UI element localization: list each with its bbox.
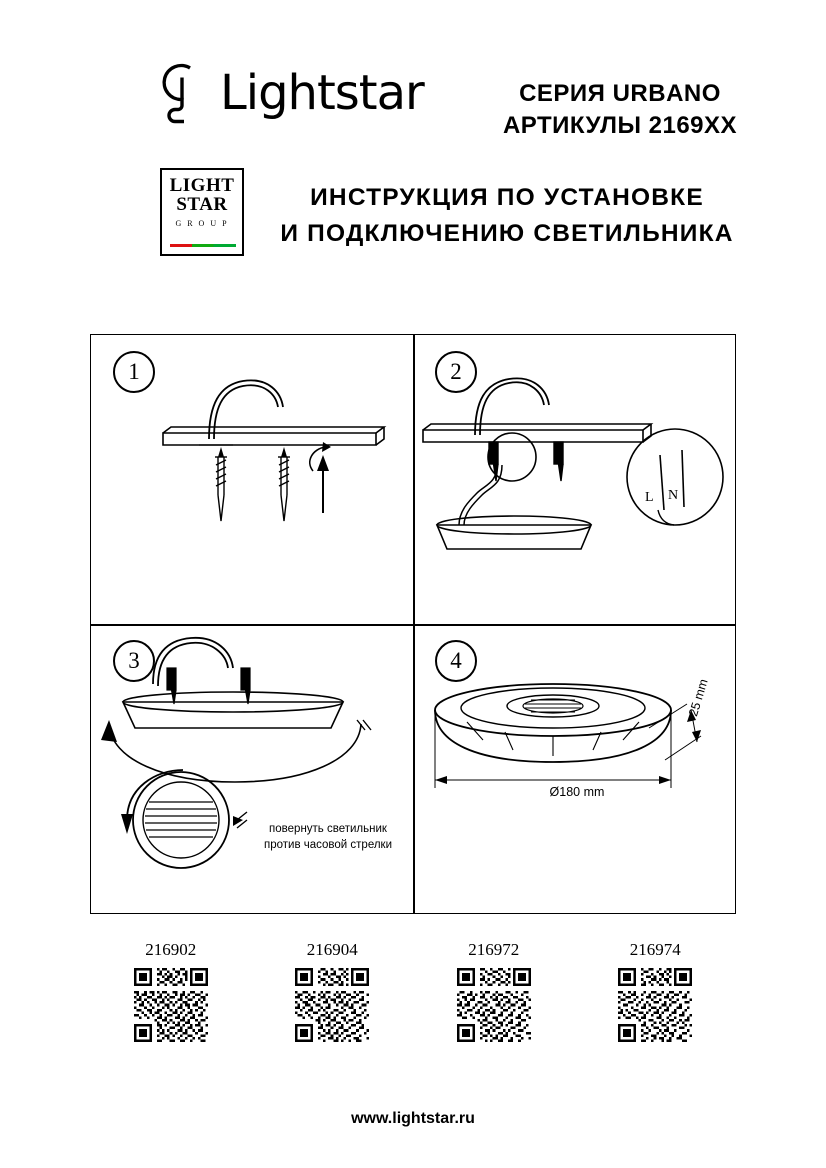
qr-code-icon[interactable] — [134, 968, 208, 1042]
code-item — [434, 940, 554, 1070]
step-3-number: 3 — [113, 640, 155, 682]
step-3-caption — [243, 822, 413, 853]
qr-code-icon[interactable] — [295, 968, 369, 1042]
brand-logo — [160, 62, 424, 124]
title-line-2: И ПОДКЛЮЧЕНИЮ СВЕТИЛЬНИКА — [280, 219, 734, 247]
product-code-label: 216972 — [468, 940, 520, 959]
code-item — [272, 940, 392, 1070]
series-articles: АРТИКУЛЫ 2169XX — [502, 112, 738, 140]
step-3-cell — [91, 624, 413, 913]
code-item — [111, 940, 231, 1070]
badge-line-1: LIGHT — [169, 175, 235, 196]
product-code-label: 216904 — [306, 940, 358, 959]
lightstar-group-badge — [160, 168, 244, 256]
series-name: СЕРИЯ URBANO — [519, 80, 721, 107]
height-dimension-label: 25 mm — [686, 677, 711, 718]
step-2-number: 2 — [435, 351, 477, 393]
brand-name: Lightstar — [220, 65, 424, 121]
step-1-cell — [91, 335, 413, 624]
badge-line-2: STAR — [176, 194, 228, 215]
terminal-l-label: L — [645, 490, 654, 505]
code-item — [595, 940, 715, 1070]
badge-sub: G R O U P — [175, 219, 229, 228]
series-info — [430, 78, 810, 143]
product-code-label: 216902 — [145, 940, 197, 959]
qr-code-icon[interactable] — [618, 968, 692, 1042]
installation-steps-grid — [90, 334, 736, 914]
terminal-n-label: N — [668, 488, 679, 503]
step-2-cell — [413, 335, 735, 624]
document-header — [0, 0, 826, 300]
step-1-number: 1 — [113, 351, 155, 393]
qr-code-icon[interactable] — [457, 968, 531, 1042]
diameter-dimension-label: Ø180 mm — [549, 785, 605, 799]
badge-color-bar — [170, 244, 236, 247]
document-title — [262, 180, 752, 251]
step-4-cell — [413, 624, 735, 913]
step-3-caption-line-2: против часовой стрелки — [263, 838, 392, 851]
website-url[interactable]: www.lightstar.ru — [351, 1110, 475, 1127]
product-code-label: 216974 — [629, 940, 681, 959]
title-line-1: ИНСТРУКЦИЯ ПО УСТАНОВКЕ — [310, 184, 704, 211]
step-4-number: 4 — [435, 640, 477, 682]
lightstar-bulb-logo-icon — [160, 62, 216, 124]
product-codes-row — [90, 940, 736, 1070]
step-3-caption-line-1: повернуть светильник — [269, 823, 387, 835]
